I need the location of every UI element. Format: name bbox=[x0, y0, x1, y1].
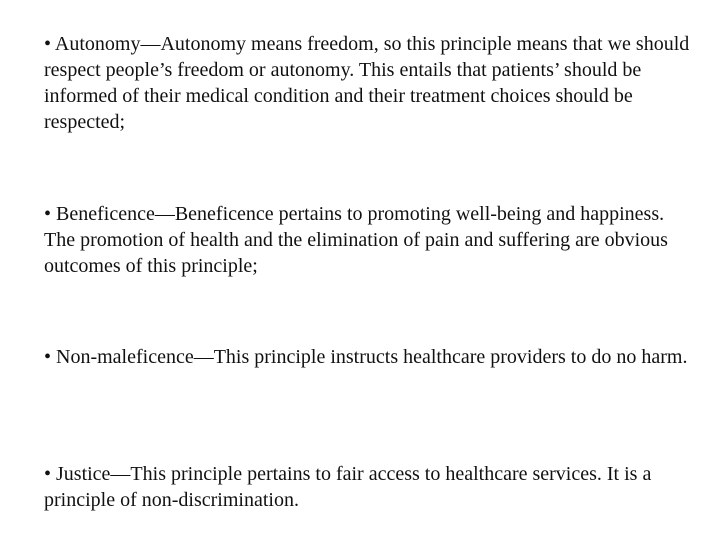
principle-autonomy-text: • Autonomy—Autonomy means freedom, so this principle means that we should respect people’s freedom or autonomy. This entails that patients’ should be informed of their medical condition and their treatment choices should be respected; bbox=[44, 33, 690, 133]
principle-non-maleficence-text: • Non-maleficence—This principle instructs healthcare providers to do no harm. bbox=[44, 346, 688, 368]
principle-beneficence-text: • Beneficence—Beneficence pertains to promoting well-being and happiness. The promotion of health and the elimination of pain and suffering are obvious outcomes of this principle; bbox=[44, 203, 668, 277]
principle-justice-text: • Justice—This principle pertains to fair access to healthcare services. It is a principle of non-discrimination. bbox=[44, 463, 652, 511]
